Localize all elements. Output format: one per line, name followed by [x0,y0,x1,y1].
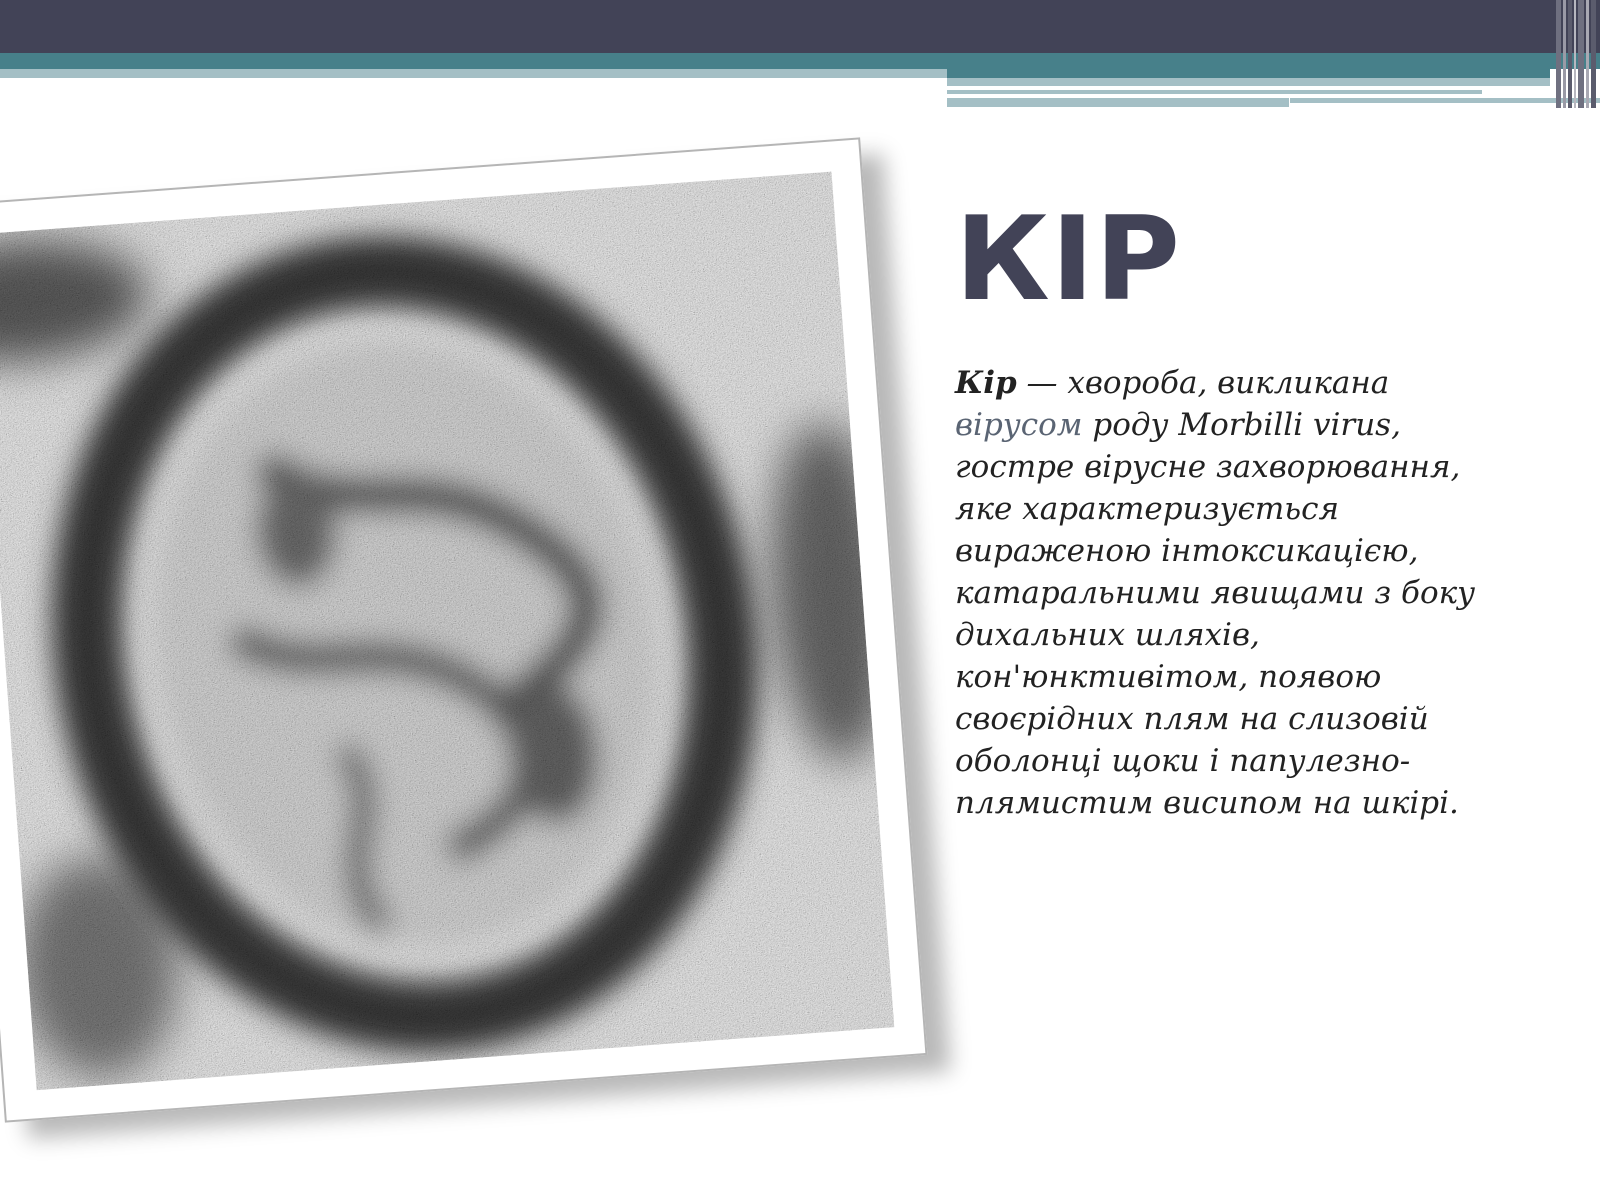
micrograph-image [0,172,894,1091]
header-strip-right [947,69,1550,78]
photo-frame [0,137,927,1122]
header-teal-bar [0,53,1600,69]
header-line-thin [947,90,1482,94]
virus-link[interactable]: вірусом [955,407,1083,443]
virus-micrograph [0,172,894,1091]
header-strip-lower [947,98,1289,107]
header-strip-left [0,69,947,78]
virus-photo [0,137,927,1122]
description-term: Кір [955,365,1017,401]
header-strip-light [947,78,1550,86]
description-text-1: — хвороба, викликана [1016,365,1390,401]
slide-description [955,362,1515,824]
slide-title: КІР [955,192,1181,327]
header-dark-bar [0,0,1600,53]
description-text-2: роду Morbilli virus, гостре вірусне захворювання, яке характеризується вираженою інтоксикацією, катаральними явищами з боку дихальних шляхів, кон'юнктивітом, появою своєрідних плям на слизовій оболонці щоки і папулезно-плямистим висипом на шкірі. [955,407,1476,821]
header-strip-lower-right [1290,98,1600,103]
